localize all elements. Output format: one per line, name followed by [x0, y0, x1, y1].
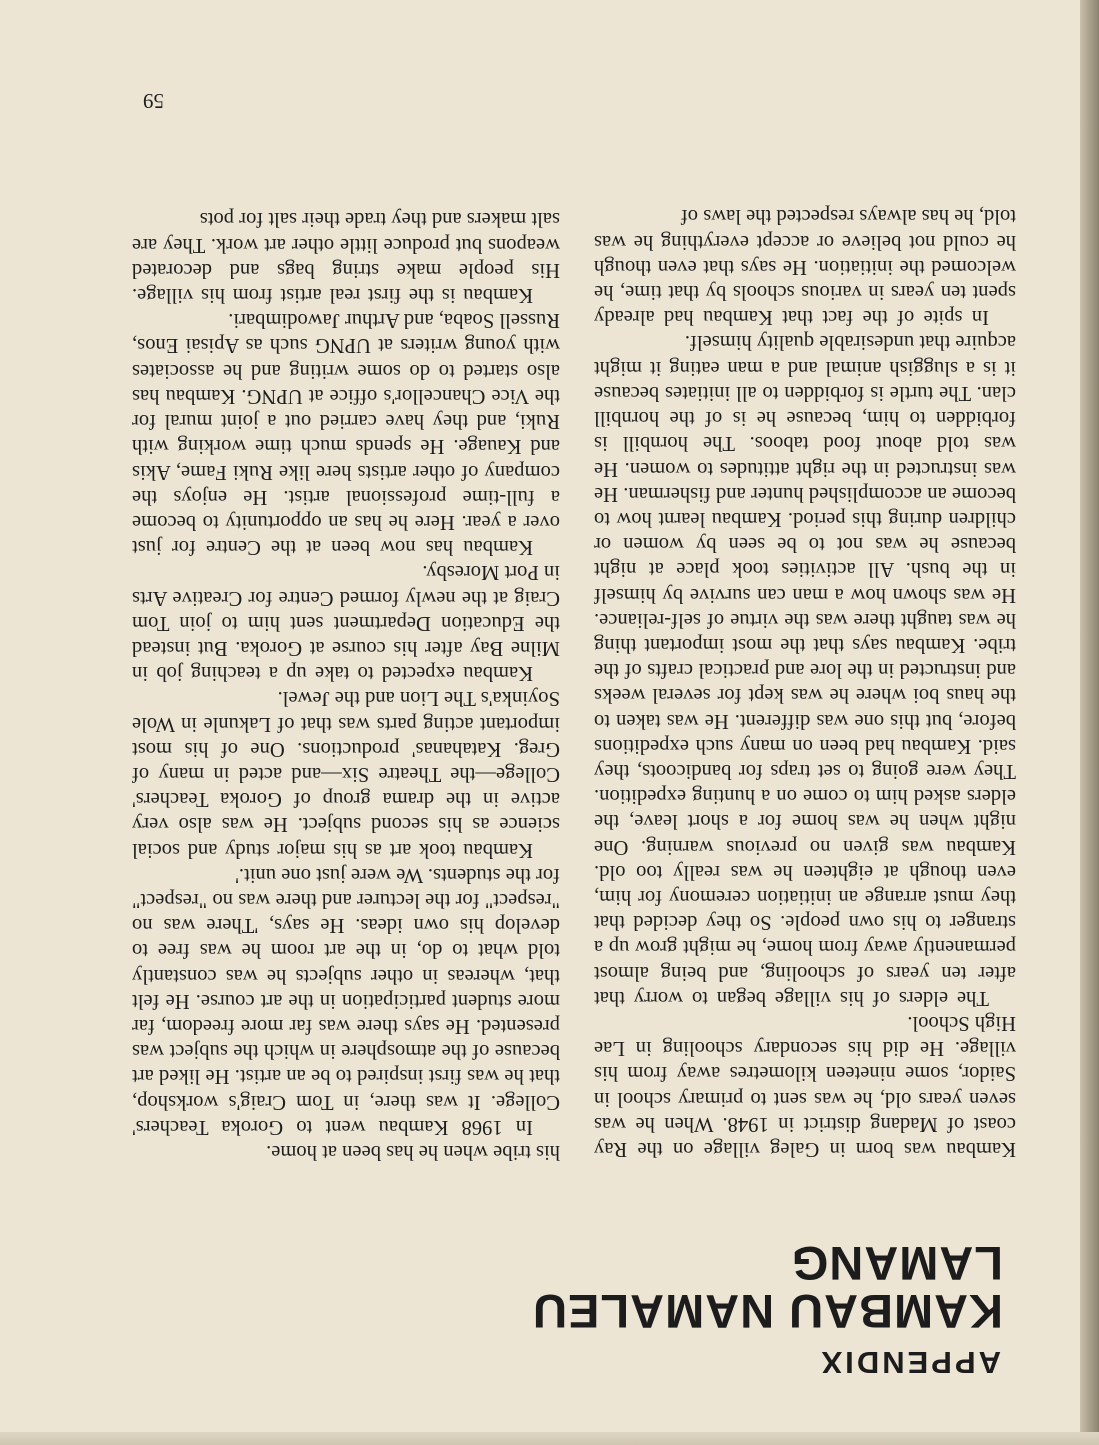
page-number: 59 [143, 89, 164, 113]
section-label: APPENDIX [818, 1345, 1001, 1380]
page-edge-shadow [1080, 0, 1099, 1445]
paragraph: The elders of his village began to worry that after ten years of schooling, and being almost permanently away from home, he might grow up a stranger to his own people. So they decided that they must arrange an initiation ceremony for him, even though at eighteen he was really too old. Kambau was given no previous warning. One night when he was home for a short leave, the elders asked him to come on a hunting expedition. They were going to set traps for bandicoots, they said. Kambau had been on many such expeditions before, but this one was different. He was taken to the haus boi where he was kept for several weeks and instructed in the lore and practical crafts of the tribe. Kambau says that the most important thing he was taught there was the virtue of self-reliance. He was shown how a man can survive by himself in the bush. All activities took place at night because he was not to be seen by women or children during this period. Kambau learnt how to become an accomplished hunter and fisherman. He was instructed in the right attitudes to women. He was told about food taboos. The hornbill is forbidden to him, because he is of the hornbill clan. The turtle is forbidden to all initiates because it is a sluggish animal and a man eating it might acquire that undesirable quality himself. [594, 331, 1016, 1009]
paragraph: Kambau expected to take up a teaching job in Milne Bay after his course at Goroka. But instead the Education Department sent him to join Tom Craig at the newly formed Centre for Creative Arts in Port Moresby. [132, 561, 560, 685]
right-text-column [132, 206, 560, 1164]
left-text-column [594, 203, 1016, 1161]
paragraph: Kambau was born in Galeg village on the Ray coast of Madang district in 1948. When he was seven years old, he was sent to primary school in Saidor, some nineteen kilometres away from his village. He did his secondary schooling in Lae High School. [594, 1011, 1016, 1160]
page-bottom-edge [0, 1432, 1099, 1445]
paragraph: In spite of the fact that Kambau had already spent ten years in various schools by that time, he welcomed the initiation. He says that even though he could not believe or accept everything he was told, he has always respected the laws of [594, 205, 1016, 329]
paragraph: Kambau is the first real artist from his village. His people make string bags and decorated weapons but produce little other art work. They are salt makers and they trade their salt for pots [132, 208, 560, 307]
paragraph: his tribe when he has been at home. [266, 1141, 560, 1163]
page-title: KAMBAU NAMALEU LAMANG [532, 1237, 1003, 1338]
paragraph: Kambau has now been at the Centre for just over a year. Here he has an opportunity to become a full-time professional artist. He enjoys the company of other artists here like Ruki Fame, Akis and Kauage. He spends much time working with Ruki, and they have carried out a joint mural for the Vice Chancellor's office at UPNG. Kambau has also started to do some writing and he associates with young writers at UPNG such as Apisai Enos, Russell Soaba, and Arthur Jawodimbari. [132, 309, 560, 559]
paragraph: In 1968 Kambau went to Goroka Teachers' College. It was there, in Tom Craig's workshop, that he was first inspired to be an artist. He liked art because of the atmosphere in which the subject was presented. He says there was far more freedom, far more student participation in the art course. He felt that, whereas in other subjects he was constantly told what to do, in the art room he was free to develop his own ideas. He says, 'There was no "respect" for the lecturer and there was no "respect" for the students. We were just one unit.' [132, 863, 560, 1138]
paragraph: Kambau took art as his major study and social science as his second subject. He was also very active in the drama group of Goroka Teachers' College—the Theatre Six—and acted in many of Greg. Katahanas' productions. One of his most important acting parts was that of Lakunle in Wole Soyinka's The Lion and the Jewel. [132, 687, 560, 861]
